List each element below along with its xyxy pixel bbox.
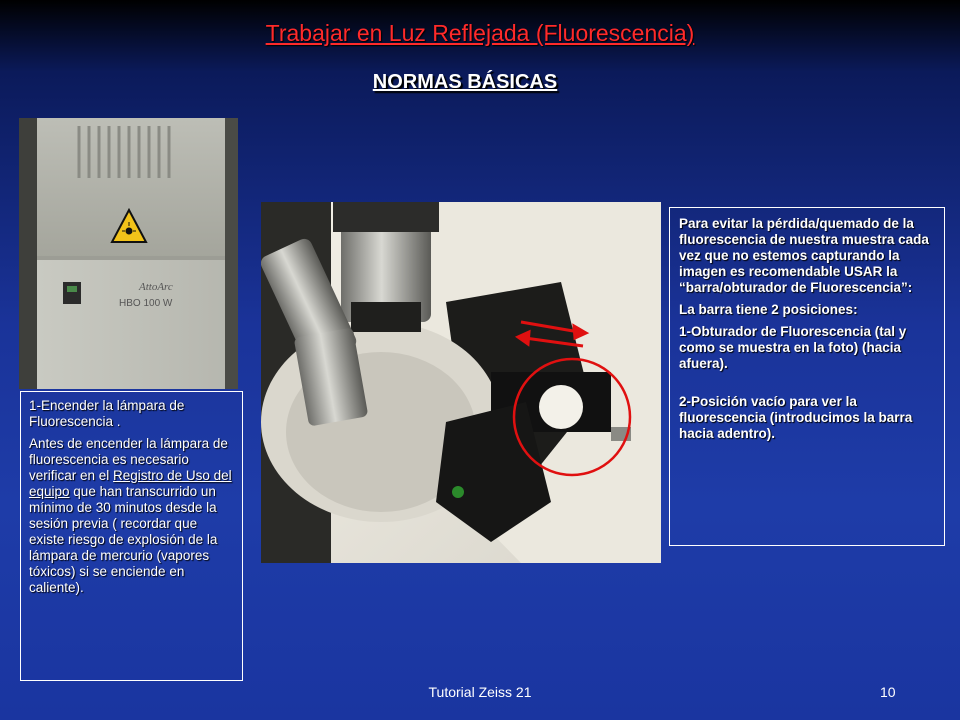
lamp-warning-text-after: que han transcurrido un mínimo de 30 minutos desde la sesión previa ( recordar que existe riesgo de explosión de la lámpara de mercurio (vapores tóxicos) si se enciende en caliente). (29, 484, 218, 595)
lamp-warning-paragraph (29, 436, 234, 596)
lamp-step-1: 1-Encender la lámpara de Fluorescencia . (29, 398, 185, 429)
position-1: 1-Obturador de Fluorescencia (tal y como se muestra en la foto) (hacia afuera). (679, 324, 907, 371)
usage-register-link: Registro de Uso del equipo (29, 468, 232, 499)
lamp-warning-text-before: Antes de encender la lámpara de fluorescencia es necesario verificar en el (29, 436, 228, 483)
lamp-brand-label: AttoArc (139, 281, 173, 293)
shutter-intro: Para evitar la pérdida/quemado de la fluorescencia de nuestra muestra cada vez que no estemos capturando la imagen es recomendable USAR la “barra/obturador de Fluorescencia”: (679, 216, 929, 295)
lamp-instructions-box (20, 391, 243, 681)
position-2: 2-Posición vacío para ver la fluorescencia (introducimos la barra hacia adentro). (679, 394, 913, 441)
lamp-model-label: HBO 100 W (119, 298, 173, 309)
slide-title: Trabajar en Luz Reflejada (Fluorescencia) (265, 20, 695, 46)
shutter-instructions-box (669, 207, 945, 546)
lamp-power-supply-photo (19, 118, 238, 389)
footer-tutorial-label: Tutorial Zeiss 21 (428, 684, 532, 700)
page-number: 10 (880, 684, 896, 700)
slide-subtitle: NORMAS BÁSICAS (372, 71, 558, 93)
microscope-shutter-photo (261, 202, 661, 563)
positions-heading: La barra tiene 2 posiciones: (679, 302, 858, 317)
